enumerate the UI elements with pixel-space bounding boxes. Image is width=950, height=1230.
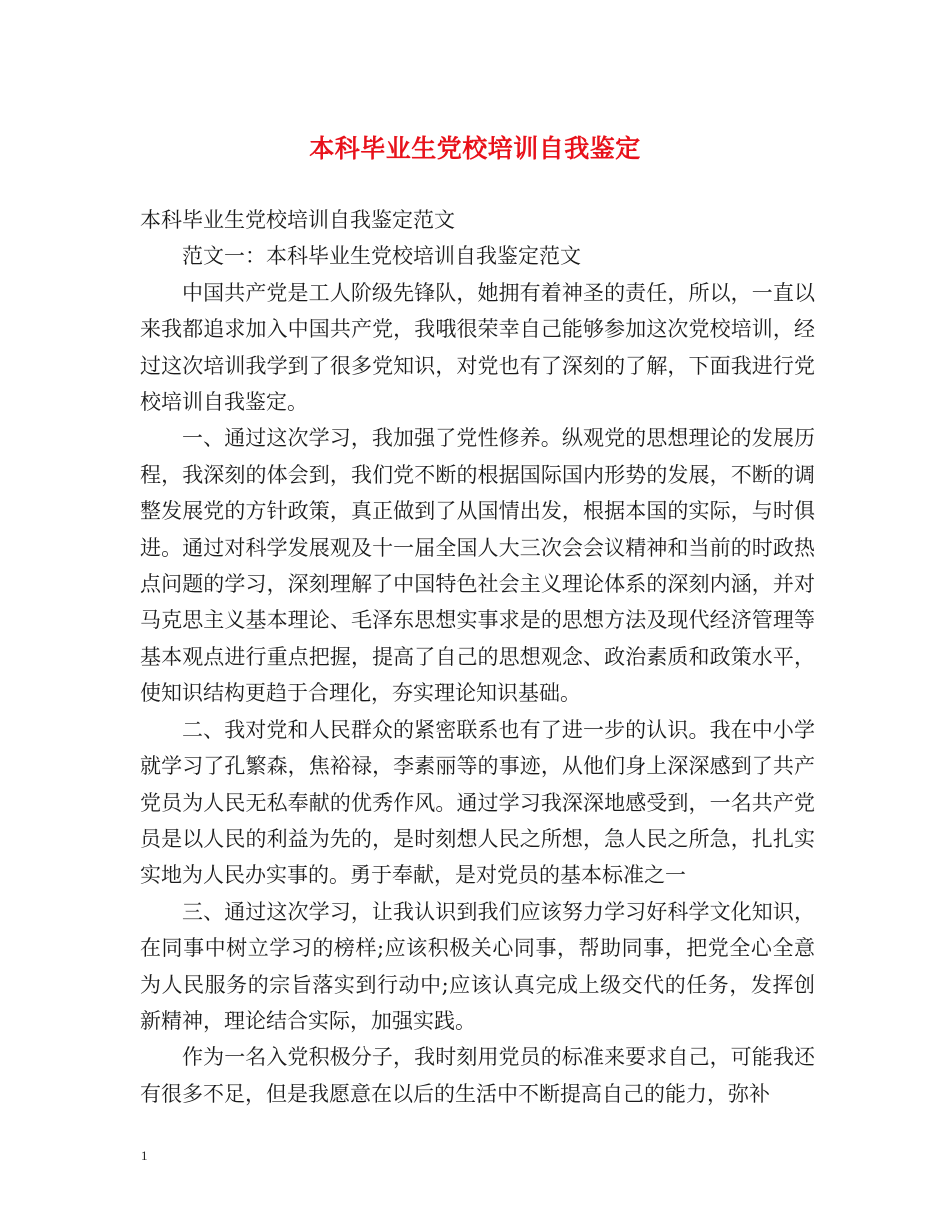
document-body: [140, 202, 815, 1112]
paragraph-point-one: 一、通过这次学习，我加强了党性修养。纵观党的思想理论的发展历程，我深刻的体会到，我们党不断的根据国际国内形势的发展，不断的调整发展党的方针政策，真正做到了从国情出发，根据本国的实际，与时俱进。通过对科学发展观及十一届全国人大三次会会议精神和当前的时政热点问题的学习，深刻理解了中国特色社会主义理论体系的深刻内涵，并对马克思主义基本理论、毛泽东思想实事求是的思想方法及现代经济管理等基本观点进行重点把握，提高了自己的思想观念、政治素质和政策水平，使知识结构更趋于合理化，夯实理论知识基础。: [140, 426, 815, 706]
paragraph-intro: 中国共产党是工人阶级先锋队，她拥有着神圣的责任，所以，一直以来我都追求加入中国共产党，我哦很荣幸自己能够参加这次党校培训，经过这次培训我学到了很多党知识，对党也有了深刻的了解，下面我进行党校培训自我鉴定。: [140, 280, 815, 415]
document-subtitle: 本科毕业生党校培训自我鉴定范文: [140, 208, 455, 232]
paragraph-point-two: 二、我对党和人民群众的紧密联系也有了进一步的认识。我在中小学就学习了孔繁森，焦裕禄，李素丽等的事迹，从他们身上深深感到了共产党员为人民无私奉献的优秀作风。通过学习我深深地感受到，一名共产党员是以人民的利益为先的，是时刻想人民之所想，急人民之所急，扎扎实实地为人民办实事的。勇于奉献，是对党员的基本标准之一: [140, 717, 815, 888]
paragraph-point-three: 三、通过这次学习，让我认识到我们应该努力学习好科学文化知识，在同事中树立学习的榜样;应该积极关心同事，帮助同事，把党全心全意为人民服务的宗旨落实到行动中;应该认真完成上级交代的任务，发挥创新精神，理论结合实际，加强实践。: [140, 899, 815, 1033]
paragraph-sample-heading: 范文一：本科毕业生党校培训自我鉴定范文: [182, 244, 581, 269]
paragraph-conclusion: 作为一名入党积极分子，我时刻用党员的标准来要求自己，可能我还有很多不足，但是我愿意在以后的生活中不断提高自己的能力，弥补: [140, 1045, 815, 1106]
page-number: 1: [141, 1148, 148, 1163]
document-title: 本科毕业生党校培训自我鉴定: [309, 134, 641, 163]
